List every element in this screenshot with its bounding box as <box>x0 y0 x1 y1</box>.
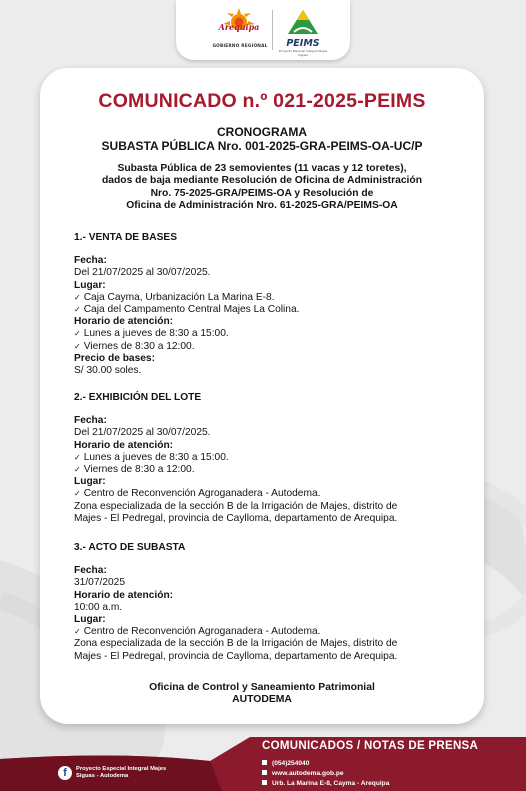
list-item-text: Lunes a jueves de 8:30 a 15:00. <box>83 328 229 340</box>
check-icon: ✓ <box>74 452 81 462</box>
address-text: Urb. La Marina E-8, Cayma - Arequipa <box>272 780 390 787</box>
website-text[interactable]: www.autodema.gob.pe <box>272 770 344 777</box>
check-icon: ✓ <box>74 292 81 302</box>
zona-line: Zona especializada de la sección B de la Irrigación de Majes, distrito de <box>74 500 398 512</box>
list-item-text: Caja Cayma, Urbanización La Marina E-8. <box>83 291 275 303</box>
section-exhibicion-del-lote <box>74 392 474 525</box>
bullet-icon <box>262 760 267 765</box>
field-label: Fecha: <box>74 255 107 267</box>
list-item <box>74 488 474 500</box>
gobierno-word: Arequipa <box>218 22 260 32</box>
intro-line: Subasta Pública de 23 semovientes (11 vacas y 12 toretes), <box>117 163 407 174</box>
list-item <box>74 626 474 638</box>
gobierno-text: GOBIERNO REGIONAL <box>212 44 268 49</box>
signature-line: Oficina de Control y Saneamiento Patrimonial <box>149 682 375 693</box>
list-item <box>74 328 474 340</box>
list-item <box>74 292 474 304</box>
list-item-text: Centro de Reconvención Agroganadera - Autodema. <box>83 488 321 500</box>
intro-line: dados de baja mediante Resolución de Oficina de Administración <box>101 175 423 187</box>
list-item-text: Caja del Campamento Central Majes La Colina. <box>83 304 300 316</box>
check-icon: ✓ <box>74 627 81 637</box>
check-icon: ✓ <box>74 329 81 339</box>
zona-line: Majes - El Pedregal, provincia de Caylloma, departamento de Arequipa. <box>74 512 398 524</box>
facebook-icon: f <box>58 766 72 780</box>
contact-address <box>262 779 522 789</box>
intro-line: Oficina de Administración Nro. 61-2025-GRA/PEIMS-OA <box>126 199 398 211</box>
check-icon: ✓ <box>74 465 81 475</box>
field-label: Fecha: <box>74 415 107 427</box>
announcement-card <box>40 68 484 724</box>
intro-line: Nro. 75-2025-GRA/PEIMS-OA y Resolución de <box>150 187 374 199</box>
list-item-text: Viernes de 8:30 a 12:00. <box>83 464 195 476</box>
zona-line: Majes - El Pedregal, provincia de Caylloma, departamento de Arequipa. <box>74 650 398 662</box>
field-value: Del 21/07/2025 al 30/07/2025. <box>74 267 211 279</box>
subtitle <box>40 125 484 153</box>
check-icon: ✓ <box>74 341 81 351</box>
list-item-text: Viernes de 8:30 a 12:00. <box>83 340 195 352</box>
contact-phone <box>262 759 522 769</box>
list-item-text: Centro de Reconvención Agroganadera - Autodema. <box>83 626 321 638</box>
press-title: COMUNICADOS / NOTAS DE PRENSA <box>262 740 479 752</box>
field-label: Horario de atención: <box>74 589 174 601</box>
list-item <box>74 464 474 476</box>
bullet-icon <box>262 770 267 775</box>
section-acto-de-subasta <box>74 542 474 663</box>
subtitle-line: CRONOGRAMA <box>217 125 307 139</box>
subtitle-line: SUBASTA PÚBLICA Nro. 001-2025-GRA-PEIMS-OA-UC/P <box>101 139 423 153</box>
facebook-link[interactable] <box>58 766 218 788</box>
field-value: Del 21/07/2025 al 30/07/2025. <box>74 427 211 439</box>
field-label: Precio de bases: <box>74 352 155 364</box>
header-logos <box>176 0 350 60</box>
section-heading: 2.- EXHIBICIÓN DEL LOTE <box>74 392 202 403</box>
section-heading: 3.- ACTO DE SUBASTA <box>74 542 186 553</box>
list-item <box>74 452 474 464</box>
peims-subtext: Proyecto Especial Integral Majes Siguas <box>278 49 328 57</box>
contact-website[interactable] <box>262 769 522 779</box>
logo-divider <box>272 10 273 50</box>
signature <box>40 682 484 707</box>
gobierno-regional-logo <box>212 8 266 54</box>
field-label: Lugar: <box>74 614 106 626</box>
facebook-text <box>76 766 216 780</box>
facebook-text-line: Siguas - Autodema <box>76 773 129 779</box>
field-label: Fecha: <box>74 565 107 577</box>
page-title: COMUNICADO n.º 021-2025-PEIMS <box>98 90 426 112</box>
field-value: 31/07/2025 <box>74 577 125 589</box>
zona-line: Zona especializada de la sección B de la Irrigación de Majes, distrito de <box>74 638 398 650</box>
list-item-text: Lunes a jueves de 8:30 a 15:00. <box>83 451 229 463</box>
check-icon: ✓ <box>74 489 81 499</box>
intro-paragraph <box>40 163 484 212</box>
field-label: Horario de atención: <box>74 316 174 328</box>
section-venta-de-bases <box>74 232 474 377</box>
mountain-icon <box>276 8 330 38</box>
section-heading: 1.- VENTA DE BASES <box>74 232 178 243</box>
list-item <box>74 304 474 316</box>
field-label: Horario de atención: <box>74 439 174 451</box>
facebook-text-line: Proyecto Especial Integral Majes <box>76 766 167 772</box>
list-item <box>74 341 474 353</box>
field-value: 10:00 a.m. <box>74 601 123 613</box>
signature-line: AUTODEMA <box>232 694 292 706</box>
field-label: Lugar: <box>74 279 106 291</box>
bullet-icon <box>262 780 267 785</box>
field-label: Lugar: <box>74 476 106 488</box>
check-icon: ✓ <box>74 305 81 315</box>
field-value: S/ 30.00 soles. <box>74 365 142 377</box>
peims-text: PEIMS <box>286 38 320 49</box>
peims-logo <box>276 8 330 57</box>
phone-text: (054)254040 <box>272 760 310 767</box>
